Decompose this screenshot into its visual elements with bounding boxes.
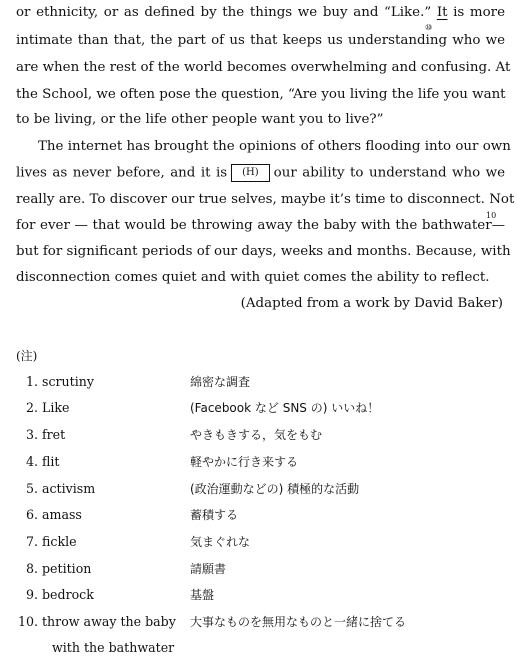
note-term: with the bathwater [52, 640, 175, 655]
passage-text: our ability to understand who we [273, 165, 505, 181]
note-definition: やきもきする，気をもむ [190, 428, 323, 442]
note-definition: (Facebook など SNS の) いいね！ [190, 401, 380, 415]
note-term: petition [42, 561, 92, 576]
passage-line-8: really are. To discover our true selves, maybe it’s time to disconnect. Not [16, 192, 515, 207]
note-definition: (政治運動などの) 積極的な活動 [190, 482, 360, 496]
attribution: (Adapted from a work by David Baker) [240, 296, 503, 311]
note-term: activism [42, 481, 96, 496]
blank-box-h: (H) [231, 164, 270, 182]
note-number: 3. [25, 427, 38, 442]
note-number: 7. [25, 534, 38, 549]
note-term: fret [42, 427, 66, 442]
note-definition: 軽やかに行き来する [190, 455, 299, 469]
note-number: 2. [25, 400, 38, 415]
note-number: 1. [25, 374, 38, 389]
passage-line-1 [16, 6, 505, 20]
note-definition: 気まぐれな [190, 535, 251, 549]
note-number: 4. [25, 454, 38, 469]
note-definition: 綿密な調査 [190, 375, 251, 389]
passage-line-2: intimate than that, the part of us that keeps us understanding who we [16, 33, 505, 48]
note-definition: 基盤 [190, 588, 215, 602]
note-definition: 大事なものを無用なものと一緒に捨てる [190, 615, 407, 629]
note-term: Like [42, 400, 70, 415]
passage-line-7 [16, 164, 505, 182]
note-definition: 蓄積する [190, 508, 239, 522]
passage-text: is more [447, 5, 505, 20]
passage-text: lives as never before, and it is [16, 165, 228, 181]
notes-heading: (注) [16, 349, 38, 363]
passage-line-5: to be living, or the life other people want you to live?” [16, 112, 384, 127]
note-term: flit [42, 454, 60, 469]
note-term: amass [42, 507, 82, 522]
passage-text: or ethnicity, or as defined by the things we buy and “Like.” [16, 5, 432, 20]
passage-line-11: disconnection comes quiet and with quiet comes the ability to reflect. [16, 270, 490, 285]
passage-line-6: The internet has brought the opinions of others flooding into our own [38, 139, 511, 154]
note-number: 8. [25, 561, 38, 576]
note-number: 9. [25, 587, 38, 602]
note-term: fickle [42, 534, 77, 549]
underlined-word-it: It [436, 5, 448, 20]
passage-line-4: the School, we often pose the question, “Are you living the life you want [16, 87, 506, 102]
note-term: scrutiny [42, 374, 94, 389]
passage-line-10: but for significant periods of our days, weeks and months. Because, with [16, 244, 511, 259]
note-number: 5. [25, 481, 38, 496]
note-definition: 請願書 [190, 562, 227, 576]
passage-line-9: for ever — that would be throwing away the baby with the bathwater— [16, 218, 505, 233]
passage-line-3: are when the rest of the world becomes overwhelming and confusing. At [16, 60, 511, 75]
annotation-marker-circled: ⑩ [425, 23, 433, 32]
note-term: throw away the baby [42, 614, 176, 629]
note-number: 6. [25, 507, 38, 522]
note-term: bedrock [42, 587, 94, 602]
annotation-marker-10: 10 [486, 211, 497, 220]
note-number: 10. [17, 614, 38, 629]
